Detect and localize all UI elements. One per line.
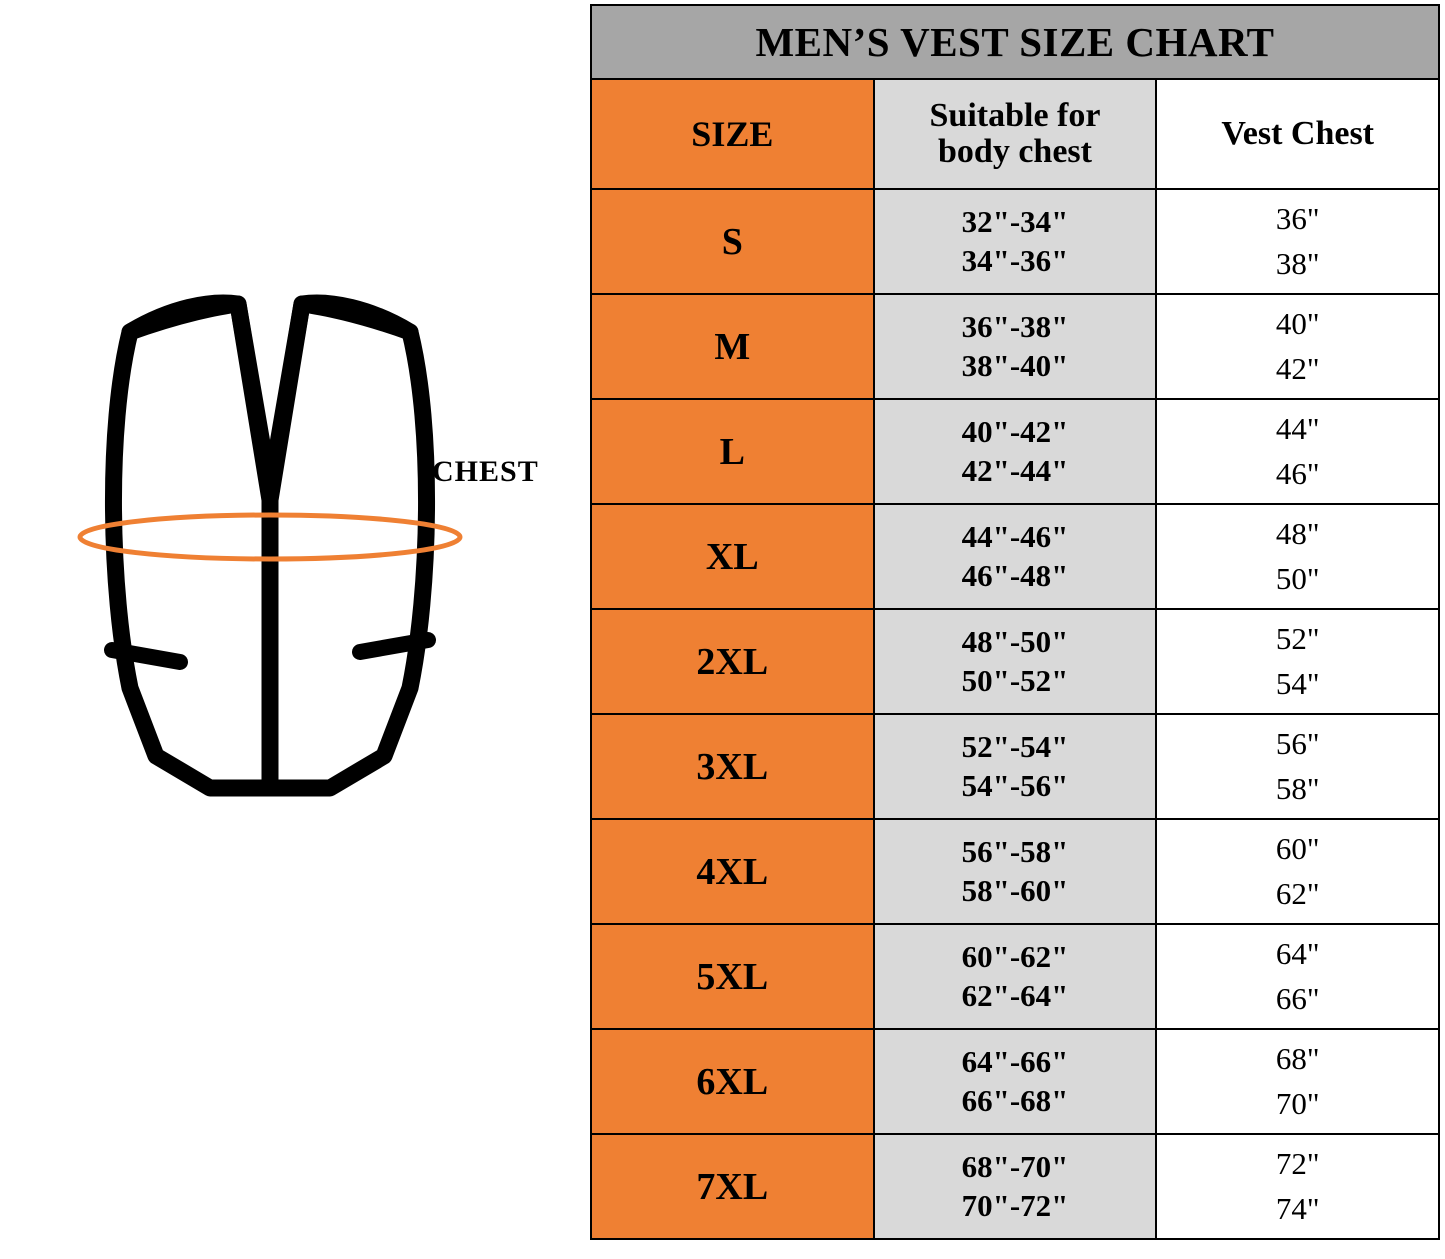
row-size: 7XL	[591, 1134, 874, 1239]
row-size: 2XL	[591, 609, 874, 714]
table-row	[591, 924, 1439, 1029]
row-body-chest-b: 66"-68"	[961, 1082, 1069, 1118]
row-body-chest	[874, 189, 1157, 294]
row-size: 6XL	[591, 1029, 874, 1134]
vest-outline-icon	[60, 290, 480, 830]
table-row	[591, 819, 1439, 924]
row-vest-chest	[1156, 294, 1439, 399]
row-body-chest-a: 40"-42"	[961, 413, 1069, 449]
row-body-chest-a: 52"-54"	[961, 728, 1069, 764]
row-body-chest-a: 64"-66"	[961, 1043, 1069, 1079]
row-body-chest-a: 56"-58"	[961, 833, 1069, 869]
row-body-chest-b: 70"-72"	[961, 1187, 1069, 1223]
row-vest-chest-b: 50"	[1275, 560, 1320, 596]
row-vest-chest-b: 58"	[1275, 770, 1320, 806]
header-size: SIZE	[591, 79, 874, 189]
row-body-chest-b: 42"-44"	[961, 452, 1069, 488]
row-vest-chest	[1156, 1134, 1439, 1239]
row-vest-chest-b: 70"	[1275, 1085, 1320, 1121]
row-vest-chest-a: 60"	[1275, 830, 1320, 866]
row-vest-chest-b: 54"	[1275, 665, 1320, 701]
row-body-chest	[874, 1134, 1157, 1239]
header-body-chest	[874, 79, 1157, 189]
row-size: 4XL	[591, 819, 874, 924]
row-body-chest-b: 54"-56"	[961, 767, 1069, 803]
table-header-row	[591, 79, 1439, 189]
row-vest-chest-b: 38"	[1275, 245, 1320, 281]
row-vest-chest	[1156, 399, 1439, 504]
row-body-chest	[874, 924, 1157, 1029]
table-row	[591, 504, 1439, 609]
row-body-chest-a: 36"-38"	[961, 308, 1069, 344]
row-vest-chest	[1156, 1029, 1439, 1134]
row-vest-chest-a: 40"	[1275, 305, 1320, 341]
table-row	[591, 714, 1439, 819]
row-body-chest	[874, 504, 1157, 609]
row-body-chest-b: 58"-60"	[961, 872, 1069, 908]
size-chart-table	[590, 4, 1440, 1240]
row-vest-chest	[1156, 924, 1439, 1029]
row-size: XL	[591, 504, 874, 609]
row-vest-chest-b: 62"	[1275, 875, 1320, 911]
table-row	[591, 399, 1439, 504]
header-body-chest-line1: Suitable for	[929, 97, 1101, 135]
row-vest-chest-b: 74"	[1275, 1190, 1320, 1226]
page-title: MEN’S VEST SIZE CHART	[591, 5, 1439, 79]
chest-label: CHEST	[432, 455, 539, 488]
row-body-chest-b: 62"-64"	[961, 977, 1069, 1013]
row-vest-chest-b: 46"	[1275, 455, 1320, 491]
table-row	[591, 609, 1439, 714]
row-body-chest-a: 48"-50"	[961, 623, 1069, 659]
row-vest-chest-a: 48"	[1275, 515, 1320, 551]
row-size: 3XL	[591, 714, 874, 819]
row-vest-chest	[1156, 504, 1439, 609]
table-row	[591, 1134, 1439, 1239]
row-body-chest-b: 38"-40"	[961, 347, 1069, 383]
row-body-chest	[874, 609, 1157, 714]
row-vest-chest	[1156, 609, 1439, 714]
row-body-chest-b: 34"-36"	[961, 242, 1069, 278]
row-vest-chest-a: 56"	[1275, 725, 1320, 761]
header-body-chest-line2: body chest	[938, 133, 1092, 170]
table-row	[591, 294, 1439, 399]
row-vest-chest-a: 44"	[1275, 410, 1320, 446]
row-size: 5XL	[591, 924, 874, 1029]
row-size: L	[591, 399, 874, 504]
row-vest-chest-a: 52"	[1275, 620, 1320, 656]
row-vest-chest-a: 68"	[1275, 1040, 1320, 1076]
vest-illustration	[0, 0, 590, 1259]
row-body-chest-b: 50"-52"	[961, 662, 1069, 698]
row-body-chest	[874, 1029, 1157, 1134]
row-body-chest-a: 32"-34"	[961, 203, 1069, 239]
row-vest-chest-a: 64"	[1275, 935, 1320, 971]
row-body-chest	[874, 294, 1157, 399]
row-body-chest-a: 44"-46"	[961, 518, 1069, 554]
table-row	[591, 1029, 1439, 1134]
row-vest-chest-b: 66"	[1275, 980, 1320, 1016]
row-vest-chest	[1156, 819, 1439, 924]
row-vest-chest	[1156, 714, 1439, 819]
row-vest-chest	[1156, 189, 1439, 294]
row-vest-chest-b: 42"	[1275, 350, 1320, 386]
row-body-chest-b: 46"-48"	[961, 557, 1069, 593]
header-vest-chest: Vest Chest	[1156, 79, 1439, 189]
row-body-chest	[874, 819, 1157, 924]
table-row	[591, 189, 1439, 294]
row-body-chest	[874, 714, 1157, 819]
row-size: M	[591, 294, 874, 399]
row-body-chest-a: 68"-70"	[961, 1148, 1069, 1184]
row-vest-chest-a: 72"	[1275, 1145, 1320, 1181]
table-title-row	[591, 5, 1439, 79]
row-vest-chest-a: 36"	[1275, 200, 1320, 236]
row-size: S	[591, 189, 874, 294]
row-body-chest-a: 60"-62"	[961, 938, 1069, 974]
row-body-chest	[874, 399, 1157, 504]
